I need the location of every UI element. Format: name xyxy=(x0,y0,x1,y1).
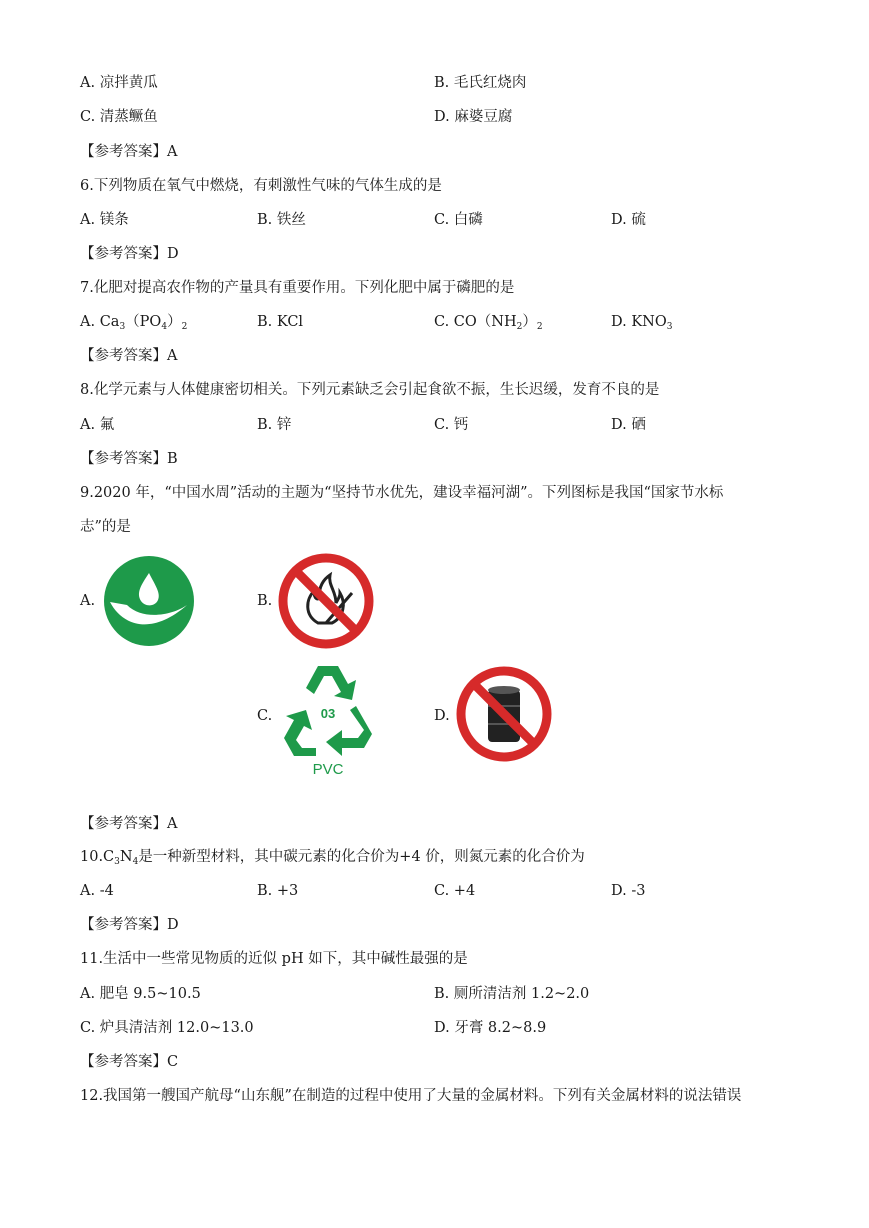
no-oil-barrel-icon xyxy=(456,666,552,762)
q5-option-a: A. 凉拌黄瓜 xyxy=(80,75,158,91)
q5-answer: 【参考答案】A xyxy=(80,144,178,160)
q10-option-c: C. +4 xyxy=(434,883,476,899)
q9-stem-line1: 9.2020 年，“中国水周”活动的主题为“坚持节水优先，建设幸福河湖”。下列图标是我国“国家节水标 xyxy=(80,485,724,501)
q11-option-d: D. 牙膏 8.2~8.9 xyxy=(434,1020,547,1036)
q11-option-a: A. 肥皂 9.5~10.5 xyxy=(80,986,201,1002)
q8-option-d: D. 硒 xyxy=(611,417,646,433)
q10-answer: 【参考答案】D xyxy=(80,917,179,933)
q7-option-d: D. $KNO_3$ xyxy=(611,314,673,332)
q12-stem: 12.我国第一艘国产航母“山东舰”在制造的过程中使用了大量的金属材料。下列有关金属材料的说法错误 xyxy=(80,1088,742,1104)
q6-option-b: B. 铁丝 xyxy=(257,212,306,228)
q9-option-b-label: B. xyxy=(257,593,273,609)
q8-stem: 8.化学元素与人体健康密切相关。下列元素缺乏会引起食欲不振，生长迟缓，发育不良的是 xyxy=(80,382,660,398)
recycle-icon xyxy=(280,660,376,778)
q9-answer: 【参考答案】A xyxy=(80,816,178,832)
q10-option-d: D. -3 xyxy=(611,883,646,899)
q9-option-c-label: C. xyxy=(257,708,273,724)
q10-option-b: B. +3 xyxy=(257,883,299,899)
q5-option-b: B. 毛氏红烧肉 xyxy=(434,75,527,91)
q11-option-c: C. 炉具清洁剂 12.0~13.0 xyxy=(80,1020,254,1036)
q7-answer: 【参考答案】A xyxy=(80,348,178,364)
q6-stem: 6.下列物质在氧气中燃烧，有刺激性气味的气体生成的是 xyxy=(80,178,442,194)
q11-answer: 【参考答案】C xyxy=(80,1054,179,1070)
q8-option-a: A. 氟 xyxy=(80,417,115,433)
q6-option-d: D. 硫 xyxy=(611,212,646,228)
q7-stem: 7.化肥对提高农作物的产量具有重要作用。下列化肥中属于磷肥的是 xyxy=(80,280,515,296)
q10-option-a: A. -4 xyxy=(80,883,114,899)
recycle-number: 03 xyxy=(320,706,336,721)
q9-option-d-label: D. xyxy=(434,708,450,724)
water-saving-icon xyxy=(103,555,195,647)
q11-stem: 11.生活中一些常见物质的近似 pH 如下，其中碱性最强的是 xyxy=(80,951,468,967)
q8-option-c: C. 钙 xyxy=(434,417,469,433)
q7-option-b: B. KCl xyxy=(257,314,304,330)
q6-option-a: A. 镁条 xyxy=(80,212,129,228)
q6-option-c: C. 白磷 xyxy=(434,212,483,228)
q10-stem: $10.C_3N_4$是一种新型材料，其中碳元素的化合价为+4 价，则氮元素的化合价为 xyxy=(80,849,585,867)
q9-stem-line2: 志”的是 xyxy=(80,519,131,535)
q11-option-b: B. 厕所清洁剂 1.2~2.0 xyxy=(434,986,590,1002)
q7-option-c: C. $CO(NH_2)_2$ xyxy=(434,314,543,332)
q5-option-d: D. 麻婆豆腐 xyxy=(434,109,513,125)
q8-option-b: B. 锌 xyxy=(257,417,292,433)
no-fire-icon xyxy=(278,553,374,649)
q9-option-a-label: A. xyxy=(80,593,96,609)
q7-option-a: A. $Ca_3(PO_4)_2$ xyxy=(80,314,188,332)
q6-answer: 【参考答案】D xyxy=(80,246,179,262)
recycle-label: PVC xyxy=(312,761,344,778)
q8-answer: 【参考答案】B xyxy=(80,451,178,467)
q5-option-c: C. 清蒸鳜鱼 xyxy=(80,109,158,125)
